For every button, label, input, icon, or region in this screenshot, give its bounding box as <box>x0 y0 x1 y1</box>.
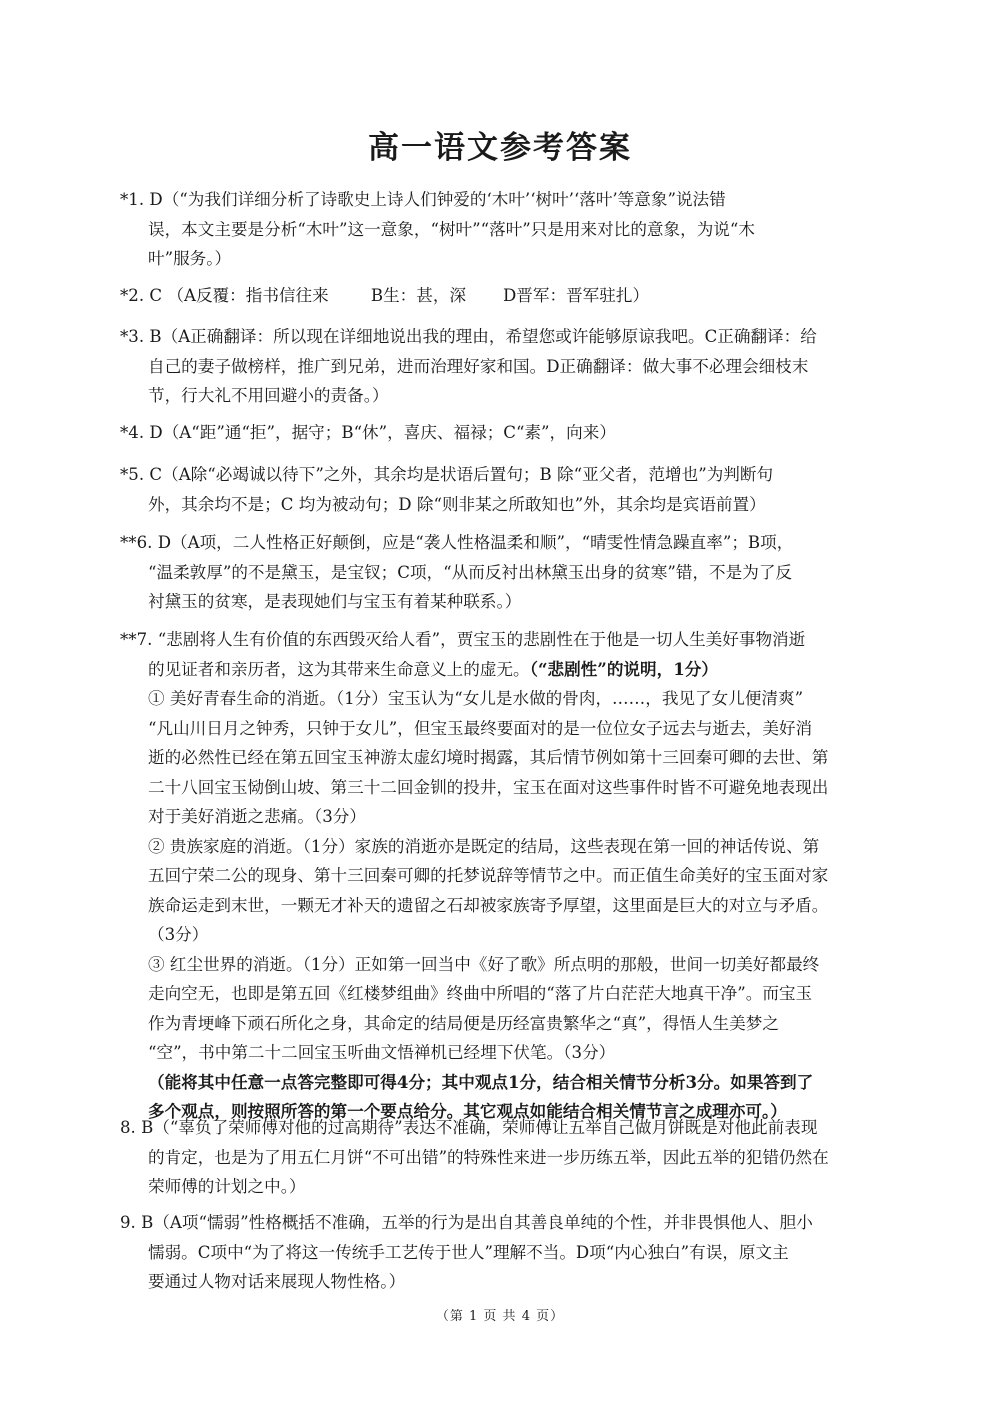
answer-line: ③ 红尘世界的消逝。（1分）正如第一回当中《好了歌》所点明的那般，世间一切美好都最终 <box>148 954 820 974</box>
answer-line: 多个观点，则按照所答的第一个要点给分。其它观点如能结合相关情节言之成理亦可。） <box>148 1101 787 1121</box>
answer-line: *4. D（A“距”通“拒”，据守；B“休”，喜庆、福禄；C“素”，向来） <box>120 423 616 442</box>
answer-line: 族命运走到末世，一颗无才补天的遗留之石却被家族寄予厚望，这里面是巨大的对立与矛盾。 <box>148 895 829 915</box>
answer-line: *3. B（A正确翻译：所以现在详细地说出我的理由，希望您或许能够原谅我吧。C正确翻译：给 <box>120 327 817 346</box>
answer-item-3 <box>120 322 865 411</box>
answer-line: 二十八回宝玉恸倒山坡、第三十二回金钏的投井，宝玉在面对这些事件时皆不可避免地表现出 <box>148 777 829 797</box>
answer-line: 逝的必然性已经在第五回宝玉神游太虚幻境时揭露，其后情节例如第十三回秦可卿的去世、第 <box>148 748 829 767</box>
answer-line <box>120 655 865 685</box>
answer-line: 8. B（“辜负了荣师傅对他的过高期待”表达不准确，荣师傅让五举自己做月饼既是对他此前表现 <box>120 1118 818 1137</box>
answer-line: **7. “悲剧将人生有价值的东西毁灭给人看”，贾宝玉的悲剧性在于他是一切人生美好事物消逝 <box>120 630 806 649</box>
page-title: 高一语文参考答案 <box>368 130 632 166</box>
answer-item-7 <box>120 625 865 1127</box>
answer-line: 叶”服务。） <box>148 249 232 268</box>
answer-line: “凡山川日月之钟秀，只钟于女儿”，但宝玉最终要面对的是一位位女子远去与逝去，美好消 <box>148 718 813 738</box>
answer-line: 外，其余均不是；C 均为被动句；D 除“则非某之所敢知也”外，其余均是宾语前置） <box>148 494 766 514</box>
answer-line: 9. B（A项“懦弱”性格概括不准确，五举的行为是出自其善良单纯的个性，并非畏惧他人、胆小 <box>120 1213 813 1232</box>
score-note: （“悲剧性”的说明，1分） <box>529 658 718 679</box>
answer-line: 自己的妻子做榜样，推广到兄弟，进而治理好家和国。D正确翻译：做大事不必理会细枝末 <box>148 356 809 376</box>
answer-line: **6. D（A项，二人性格正好颠倒，应是“袭人性格温柔和顺”，“晴雯性情急躁直率”；B项， <box>120 533 794 552</box>
answer-line: （能将其中任意一点答完整即可得4分；其中观点1分，结合相关情节分析3分。如果答到了 <box>148 1071 814 1092</box>
answer-line: 误，本文主要是分析“木叶”这一意象，“树叶”“落叶”只是用来对比的意象，为说“木 <box>148 219 755 239</box>
answer-item-9 <box>120 1208 865 1297</box>
answer-item-1 <box>120 185 865 274</box>
answer-line: 衬黛玉的贫寒，是表现她们与宝玉有着某种联系。） <box>148 592 522 611</box>
answer-item-2 <box>120 281 865 311</box>
point-2 <box>120 832 865 950</box>
answer-line: *2. C （A反覆：指书信往来 B生：甚，深 D晋军：晋军驻扎） <box>120 286 650 305</box>
answer-line: *5. C（A除“必竭诚以待下”之外，其余均是状语后置句；B 除“亚父者，范增也”为判断句 <box>120 465 774 484</box>
answer-line: （3分） <box>148 925 209 944</box>
answer-line: 五回宁荣二公的现身、第十三回秦可卿的托梦说辞等情节之中。而正值生命美好的宝玉面对家 <box>148 866 829 885</box>
answer-line: 要通过人物对话来展现人物性格。） <box>148 1272 406 1291</box>
answer-line: 懦弱。C项中“为了将这一传统手工艺传于世人”理解不当。D项“内心独白”有误，原文主 <box>148 1242 789 1262</box>
answer-item-6 <box>120 528 865 617</box>
answer-line: 节，行大礼不用回避小的责备。） <box>148 386 389 405</box>
answer-line: 的肯定，也是为了用五仁月饼“不可出错”的特殊性来进一步历练五举，因此五举的犯错仍然在 <box>148 1147 829 1167</box>
answer-line: ① 美好青春生命的消逝。（1分）宝玉认为“女儿是水做的骨肉，……，我见了女儿便清爽” <box>148 689 804 708</box>
answer-item-4 <box>120 418 865 448</box>
answer-line: 对于美好消逝之悲痛。（3分） <box>148 807 366 826</box>
answer-line: “温柔敦厚”的不是黛玉，是宝钗；C项，“从而反衬出林黛玉出身的贫寒”错，不是为了反 <box>148 562 793 582</box>
answer-item-5 <box>120 460 865 519</box>
answer-line: *1. D（“为我们详细分析了诗歌史上诗人们钟爱的‘木叶’‘树叶’‘落叶’等意象”说法错 <box>120 190 726 209</box>
page-footer: （第 1 页 共 4 页） <box>435 1309 565 1324</box>
answer-line: “空”，书中第二十二回宝玉听曲文悟禅机已经埋下伏笔。（3分） <box>148 1043 616 1062</box>
answer-item-8 <box>120 1113 865 1202</box>
point-3 <box>120 950 865 1068</box>
answer-line: 作为青埂峰下顽石所化之身，其命定的结局便是历经富贵繁华之“真”，得悟人生美梦之 <box>148 1013 779 1033</box>
answer-line: ② 贵族家庭的消逝。（1分）家族的消逝亦是既定的结局，这些表现在第一回的神话传说、第 <box>148 836 820 856</box>
answer-line: 荣师傅的计划之中。） <box>148 1177 306 1196</box>
point-1 <box>120 684 865 832</box>
answer-line: 走向空无，也即是第五回《红楼梦组曲》终曲中所唱的“落了片白茫茫大地真干净”。而宝玉 <box>148 984 813 1003</box>
answer-text: 的见证者和亲历者，这为其带来生命意义上的虚无。 <box>148 659 530 679</box>
